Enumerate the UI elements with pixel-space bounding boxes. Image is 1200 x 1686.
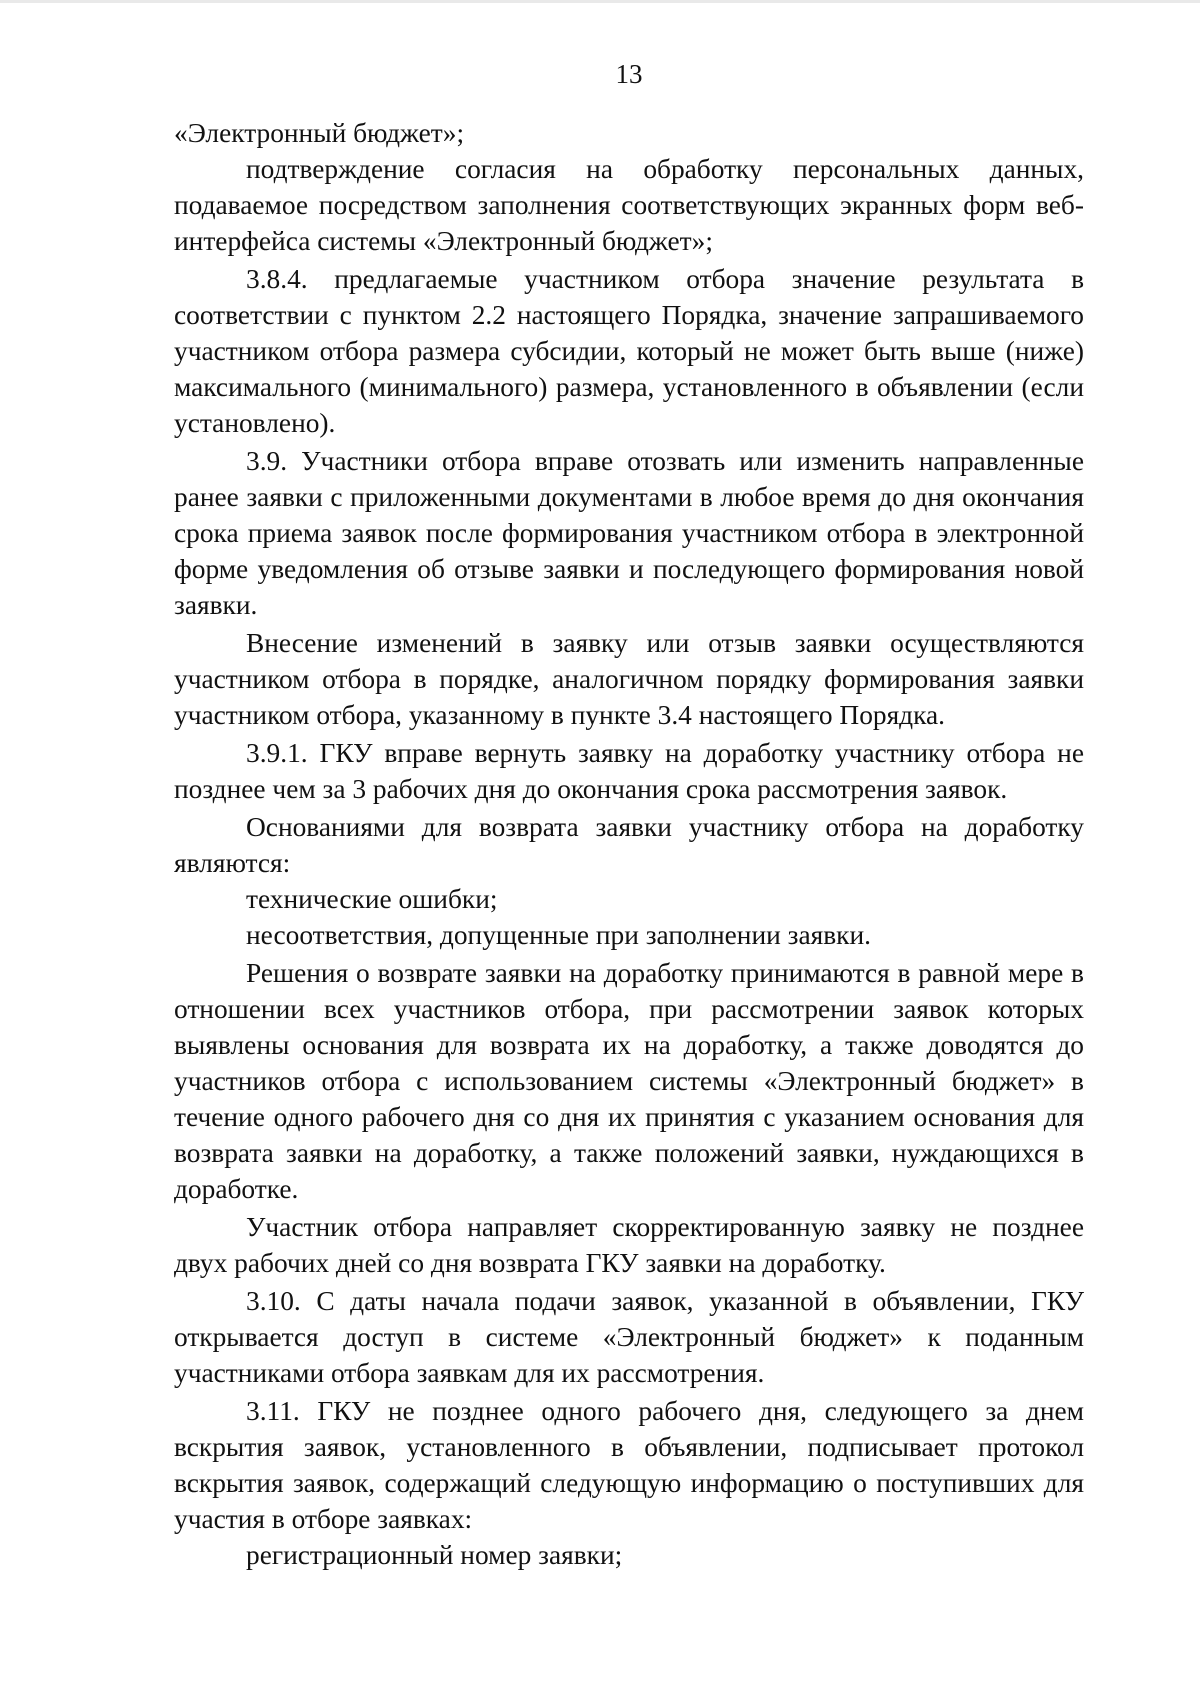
paragraph-3-10: 3.10. С даты начала подачи заявок, указанной в объявлении, ГКУ открывается доступ в системе «Электронный бюджет» к поданным участниками отбора заявкам для их рассмотрения. — [174, 1286, 1084, 1388]
paragraph-consent: подтверждение согласия на обработку персональных данных, подаваемое посредством заполнения соответствующих экранных форм веб-интерфейса системы «Электронный бюджет»; — [174, 154, 1084, 256]
paragraph-3-9: 3.9. Участники отбора вправе отозвать или изменить направленные ранее заявки с приложенными документами в любое время до дня окончания срока приема заявок после формирования участником отбора в электронной форме уведомления об отзыве заявки и последующего формирования новой заявки. — [174, 446, 1084, 620]
paragraph-3-9-1: 3.9.1. ГКУ вправе вернуть заявку на доработку участнику отбора не позднее чем за 3 рабочих дня до окончания срока рассмотрения заявок. — [174, 738, 1084, 804]
page-number: 13 — [615, 59, 643, 89]
paragraph-3-11: 3.11. ГКУ не позднее одного рабочего дня, следующего за днем вскрытия заявок, установленного в объявлении, подписывает протокол вскрытия заявок, содержащий следующую информацию о поступивших для участия в отборе заявках: — [174, 1396, 1084, 1534]
list-item-technical-errors: технические ошибки; — [246, 884, 498, 914]
paragraph-continuation: «Электронный бюджет»; — [174, 118, 465, 148]
document-body — [174, 115, 1084, 1573]
list-item-inconsistencies: несоответствия, допущенные при заполнении заявки. — [246, 920, 871, 950]
paragraph-changes: Внесение изменений в заявку или отзыв заявки осуществляются участником отбора в порядке, аналогичном порядку формирования заявки участником отбора, указанному в пункте 3.4 настоящего Порядка. — [174, 628, 1084, 730]
paragraph-3-8-4: 3.8.4. предлагаемые участником отбора значение результата в соответствии с пунктом 2.2 настоящего Порядка, значение запрашиваемого участником отбора размера субсидии, который не может быть выше (ниже) максимального (минимального) размера, установленного в объявлении (если установлено). — [174, 264, 1084, 438]
page-top-edge — [0, 0, 1200, 3]
paragraph-corrected-application: Участник отбора направляет скорректированную заявку не позднее двух рабочих дней со дня возврата ГКУ заявки на доработку. — [174, 1212, 1084, 1278]
paragraph-return-decisions: Решения о возврате заявки на доработку принимаются в равной мере в отношении всех участников отбора, при рассмотрении заявок которых выявлены основания для возврата их на доработку, а также доводятся до участников отбора с использованием системы «Электронный бюджет» в течение одного рабочего дня со дня их принятия с указанием основания для возврата заявки на доработку, а также положений заявки, нуждающихся в доработке. — [174, 958, 1084, 1204]
paragraph-grounds: Основаниями для возврата заявки участнику отбора на доработку являются: — [174, 812, 1084, 878]
list-item-registration-number: регистрационный номер заявки; — [246, 1540, 623, 1570]
